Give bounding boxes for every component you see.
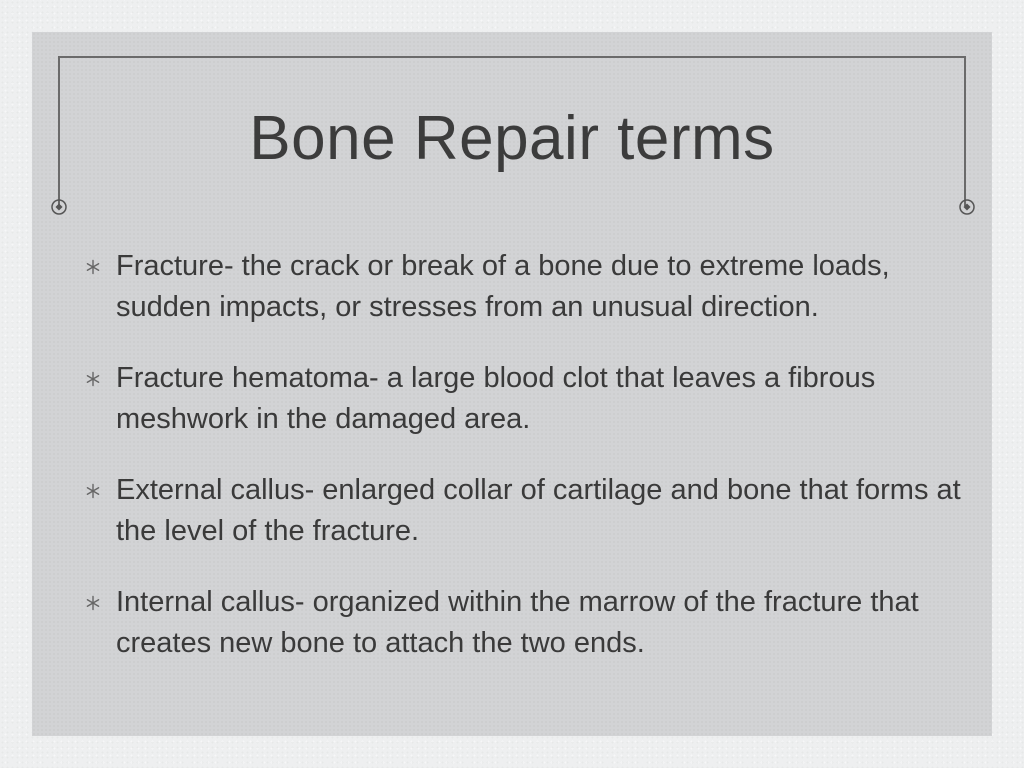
bullet-text: Internal callus- organized within the marrow of the fracture that creates new bone to attach the two ends. [116, 586, 919, 659]
asterisk-bullet-icon [84, 370, 102, 388]
asterisk-bullet-icon [84, 258, 102, 276]
bullet-text: External callus- enlarged collar of cartilage and bone that forms at the level of the fracture. [116, 474, 961, 547]
slide-title: Bone Repair terms [249, 104, 775, 173]
bullet-text: Fracture- the crack or break of a bone due to extreme loads, sudden impacts, or stresses from an unusual direction. [116, 250, 890, 323]
asterisk-bullet-icon [84, 482, 102, 500]
diamond-ornament-icon [957, 197, 977, 217]
bullet-list [84, 246, 964, 694]
bullet-item [84, 358, 964, 440]
bullet-item [84, 470, 964, 552]
asterisk-bullet-icon [84, 594, 102, 612]
bullet-text: Fracture hematoma- a large blood clot that leaves a fibrous meshwork in the damaged area. [116, 362, 876, 435]
bullet-item [84, 582, 964, 664]
bullet-item [84, 246, 964, 328]
diamond-ornament-icon [49, 197, 69, 217]
